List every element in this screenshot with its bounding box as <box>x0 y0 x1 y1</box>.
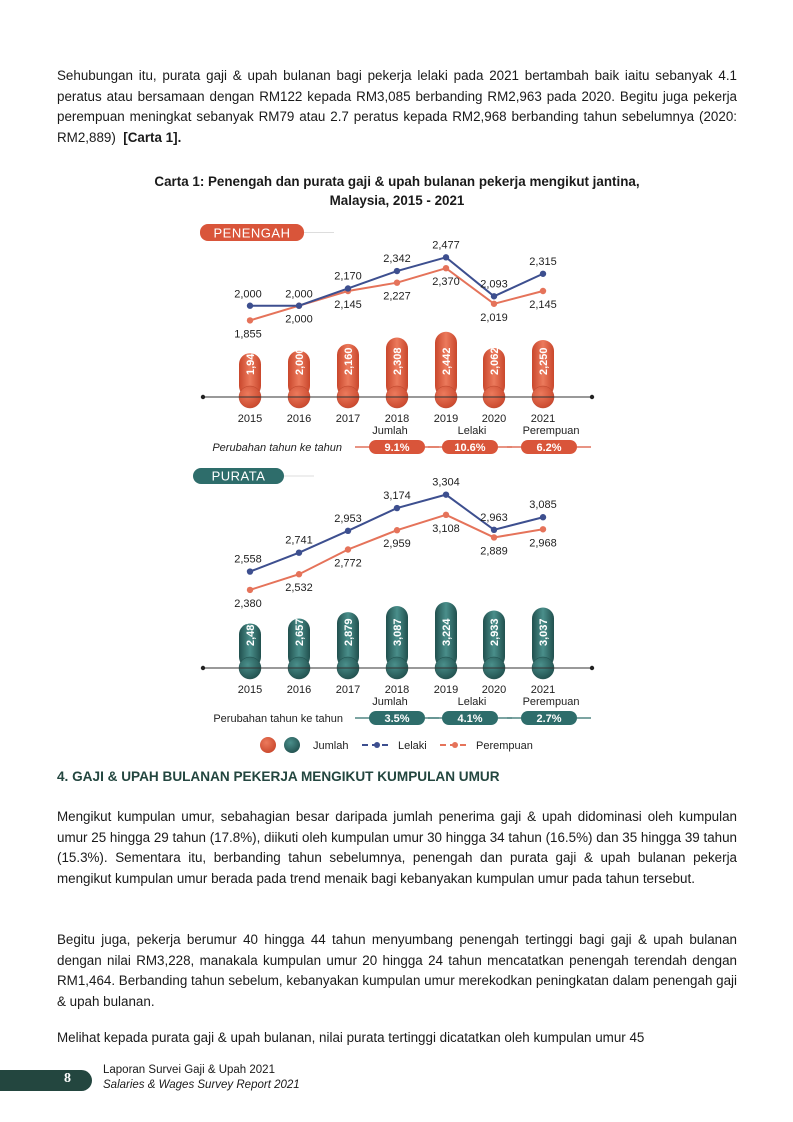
penengah-bar-value-label: 2,000 <box>294 347 306 375</box>
purata-label-lelaki: 2,963 <box>480 511 508 524</box>
purata-x-tick-label: 2017 <box>335 684 361 696</box>
purata-point-perempuan-2019 <box>443 512 449 518</box>
footer-report-title-en: Salaries & Wages Survey Report 2021 <box>103 1079 300 1091</box>
penengah-x-tick-label: 2019 <box>433 413 459 425</box>
penengah-label-perempuan: 2,370 <box>432 276 460 289</box>
penengah-bar-value-label: 2,250 <box>538 347 550 375</box>
chart-title <box>57 172 737 210</box>
penengah-label-lelaki: 2,170 <box>334 270 362 283</box>
purata-bar-value-label: 3,087 <box>392 618 404 646</box>
penengah-bar-value-label: 1,942 <box>245 347 257 375</box>
paragraph-median-by-age: Begitu juga, pekerja berumur 40 hingga 44 tahun menyumbang penengah tertinggi bagi gaji & upah bulanan dengan nilai RM3,228, manakala kumpulan umur 20 hingga 24 tahun mencatatkan penengah terendah dengan RM1,464. Berbanding tahun sebelum, kebanyakan kumpulan umur merekodkan peningkatan dalam penengah gaji & upah bulanan. <box>57 932 737 1009</box>
penengah-change-name: Perempuan <box>522 425 580 437</box>
penengah-change-caption: Perubahan tahun ke tahun <box>212 442 342 454</box>
legend-perempuan-marker <box>452 742 458 748</box>
penengah-point-perempuan-2020 <box>491 301 497 307</box>
penengah-point-lelaki-2019 <box>443 254 449 260</box>
purata-x-tick-label: 2016 <box>286 684 312 696</box>
penengah-change-value: 10.6% <box>454 442 486 454</box>
purata-x-tick-label: 2019 <box>433 684 459 696</box>
paragraph-mean-by-age: Melihat kepada purata gaji & upah bulanan, nilai purata tertinggi dicatatkan oleh kumpulan umur 45 <box>57 1030 645 1045</box>
purata-change-name: Lelaki <box>457 696 487 708</box>
purata-label-lelaki: 2,558 <box>234 553 262 566</box>
penengah-x-tick-label: 2018 <box>384 413 410 425</box>
purata-bar-value-label: 2,879 <box>343 618 355 646</box>
penengah-bar-value-label: 2,442 <box>441 347 453 375</box>
penengah-point-lelaki-2016 <box>296 303 302 309</box>
purata-point-perempuan-2016 <box>296 571 302 577</box>
legend-perempuan-label: Perempuan <box>476 740 533 752</box>
penengah-label-lelaki: 2,093 <box>480 278 508 291</box>
penengah-axis-dot-left <box>201 395 205 399</box>
chart-figure <box>0 215 793 760</box>
penengah-change-value: 6.2% <box>536 442 562 454</box>
penengah-label-lelaki: 2,342 <box>383 253 411 266</box>
purata-point-lelaki-2016 <box>296 549 302 555</box>
penengah-tag-label: PENENGAH <box>213 225 291 241</box>
penengah-point-lelaki-2018 <box>394 268 400 274</box>
purata-point-lelaki-2015 <box>247 568 253 574</box>
purata-point-perempuan-2021 <box>540 526 546 532</box>
penengah-point-perempuan-2015 <box>247 317 253 323</box>
purata-label-lelaki: 2,953 <box>334 512 362 525</box>
penengah-label-lelaki: 2,000 <box>285 288 313 301</box>
purata-x-tick-label: 2020 <box>481 684 507 696</box>
purata-bar-value-label: 3,037 <box>538 618 550 646</box>
chart-reference: [Carta 1]. <box>123 129 182 145</box>
purata-label-perempuan: 2,959 <box>383 538 411 551</box>
purata-point-perempuan-2017 <box>345 546 351 552</box>
purata-point-perempuan-2020 <box>491 534 497 540</box>
penengah-x-tick-label: 2016 <box>286 413 312 425</box>
footer-report-title-ms: Laporan Survei Gaji & Upah 2021 <box>103 1064 275 1076</box>
intro-paragraph <box>57 66 737 148</box>
penengah-label-perempuan: 2,145 <box>334 299 362 312</box>
purata-axis-dot-right <box>590 666 594 670</box>
purata-point-perempuan-2018 <box>394 527 400 533</box>
legend-jumlah-teal-swatch <box>284 737 300 753</box>
penengah-point-lelaki-2017 <box>345 285 351 291</box>
legend-jumlah-orange-swatch <box>260 737 276 753</box>
purata-label-perempuan: 2,889 <box>480 545 508 558</box>
purata-tag-label: PURATA <box>211 468 266 484</box>
penengah-bar-value-label: 2,308 <box>392 347 404 375</box>
purata-axis-dot-left <box>201 666 205 670</box>
penengah-label-perempuan: 1,855 <box>234 328 262 341</box>
purata-bar-value-label: 3,224 <box>441 618 453 646</box>
purata-change-name: Jumlah <box>372 696 408 708</box>
page-number: 8 <box>64 1071 71 1086</box>
purata-point-perempuan-2015 <box>247 587 253 593</box>
chart-title-line1: Carta 1: Penengah dan purata gaji & upah bulanan pekerja mengikut jantina, <box>154 174 640 189</box>
penengah-x-tick-label: 2017 <box>335 413 361 425</box>
purata-x-tick-label: 2018 <box>384 684 410 696</box>
penengah-point-perempuan-2018 <box>394 279 400 285</box>
penengah-point-lelaki-2015 <box>247 303 253 309</box>
purata-label-perempuan: 2,968 <box>529 537 557 550</box>
paragraph-age-groups: Mengikut kumpulan umur, sebahagian besar daripada jumlah penerima gaji & upah didominasi oleh kumpulan umur 25 hingga 29 tahun (17.8%), diikuti oleh kumpulan umur 30 hingga 34 tahun (16.5%) dan 35 hingga 39 tahun (15.3%). Sementara itu, berbanding tahun sebelumnya, penengah dan purata gaji & upah bulanan pekerja mengikut kumpulan umur berada pada trend menaik bagi kebanyakan kumpulan umur pada tahun tersebut. <box>57 809 737 886</box>
purata-bar-value-label: 2,933 <box>489 618 501 646</box>
purata-label-perempuan: 2,380 <box>234 597 262 610</box>
legend-lelaki-label: Lelaki <box>398 740 427 752</box>
purata-label-perempuan: 3,108 <box>432 522 460 535</box>
page-footer <box>0 1063 793 1103</box>
purata-point-lelaki-2020 <box>491 527 497 533</box>
penengah-label-lelaki: 2,000 <box>234 288 262 301</box>
penengah-label-lelaki: 2,315 <box>529 255 557 268</box>
penengah-label-perempuan: 2,000 <box>285 313 313 326</box>
purata-label-lelaki: 3,174 <box>383 490 411 503</box>
purata-change-value: 2.7% <box>536 713 562 725</box>
penengah-x-tick-label: 2021 <box>530 413 556 425</box>
purata-bar-value-label: 2,487 <box>245 618 257 646</box>
purata-point-lelaki-2017 <box>345 528 351 534</box>
penengah-change-value: 9.1% <box>384 442 410 454</box>
penengah-x-tick-label: 2020 <box>481 413 507 425</box>
purata-x-tick-label: 2015 <box>237 684 263 696</box>
intro-text: Sehubungan itu, purata gaji & upah bulanan bagi pekerja lelaki pada 2021 bertambah baik iaitu sebanyak 4.1 peratus atau bersamaan dengan RM122 kepada RM3,085 berbanding RM2,963 pada 2020. Begitu juga pekerja perempuan meningkat sebanyak RM79 atau 2.7 peratus kepada RM2,968 berbanding tahun sebelumnya (2020: RM2,889) <box>57 68 737 145</box>
purata-point-lelaki-2018 <box>394 505 400 511</box>
penengah-point-perempuan-2021 <box>540 288 546 294</box>
penengah-change-name: Jumlah <box>372 425 408 437</box>
penengah-label-lelaki: 2,477 <box>432 239 460 252</box>
purata-change-caption: Perubahan tahun ke tahun <box>213 713 343 725</box>
penengah-label-perempuan: 2,145 <box>529 299 557 312</box>
penengah-change-name: Lelaki <box>457 425 487 437</box>
purata-change-value: 3.5% <box>384 713 410 725</box>
page-number-tab <box>0 1070 92 1091</box>
purata-point-lelaki-2021 <box>540 514 546 520</box>
purata-x-tick-label: 2021 <box>530 684 556 696</box>
section-heading: 4. GAJI & UPAH BULANAN PEKERJA MENGIKUT KUMPULAN UMUR <box>57 769 500 784</box>
purata-bar-value-label: 2,657 <box>294 618 306 646</box>
purata-change-value: 4.1% <box>457 713 483 725</box>
purata-point-lelaki-2019 <box>443 491 449 497</box>
purata-label-perempuan: 2,532 <box>285 582 313 595</box>
legend-lelaki-marker <box>374 742 380 748</box>
penengah-point-lelaki-2020 <box>491 293 497 299</box>
chart-title-line2: Malaysia, 2015 - 2021 <box>329 193 465 208</box>
penengah-label-perempuan: 2,019 <box>480 311 508 324</box>
penengah-bar-value-label: 2,160 <box>343 347 355 375</box>
purata-label-lelaki: 3,304 <box>432 476 460 489</box>
penengah-point-perempuan-2019 <box>443 265 449 271</box>
purata-change-name: Perempuan <box>522 696 580 708</box>
purata-label-lelaki: 3,085 <box>529 499 557 512</box>
purata-label-lelaki: 2,741 <box>285 534 313 547</box>
penengah-label-perempuan: 2,227 <box>383 290 411 303</box>
penengah-axis-dot-right <box>590 395 594 399</box>
penengah-x-tick-label: 2015 <box>237 413 263 425</box>
penengah-point-lelaki-2021 <box>540 271 546 277</box>
purata-label-perempuan: 2,772 <box>334 557 362 570</box>
penengah-bar-value-label: 2,062 <box>489 347 501 375</box>
legend-jumlah-label: Jumlah <box>313 740 349 752</box>
